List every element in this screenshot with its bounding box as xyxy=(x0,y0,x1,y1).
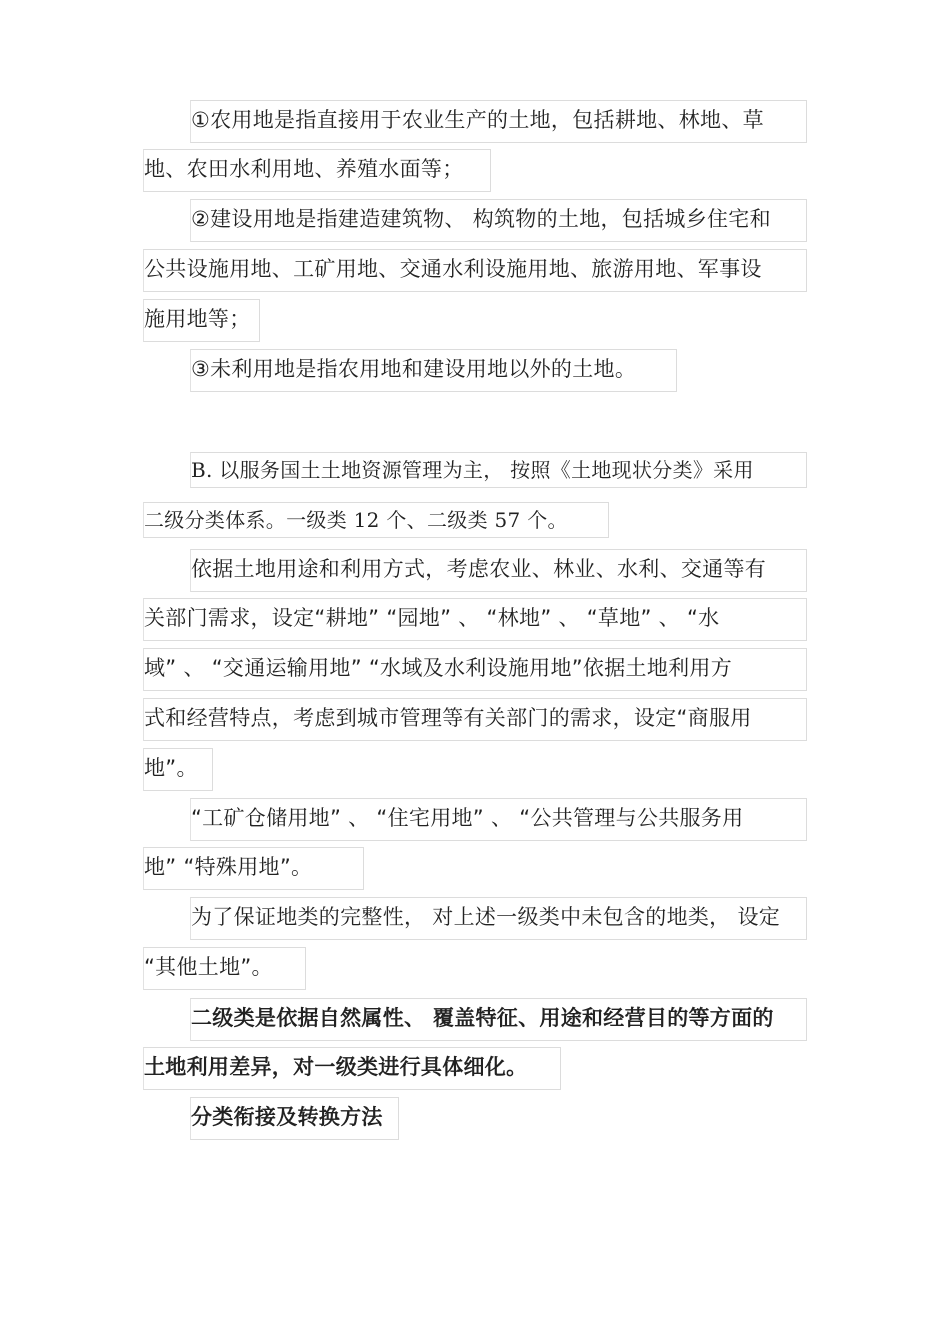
paragraph-line: ①农用地是指直接用于农业生产的土地，包括耕地、林地、草 xyxy=(190,100,807,143)
paragraph-line: 为了保证地类的完整性， 对上述一级类中未包含的地类， 设定 xyxy=(190,897,807,940)
paragraph-line: 二级分类体系。一级类 12 个、二级类 57 个。 xyxy=(143,502,609,538)
paragraph-line: 公共设施用地、工矿用地、交通水利设施用地、旅游用地、军事设 xyxy=(143,249,807,292)
paragraph-line: 地、农田水利用地、养殖水面等； xyxy=(143,149,491,192)
paragraph-line: ②建设用地是指建造建筑物、 构筑物的土地，包括城乡住宅和 xyxy=(190,199,807,242)
paragraph-line: 地”。 xyxy=(143,748,213,791)
paragraph-line: “其他土地”。 xyxy=(143,947,306,990)
paragraph-line: 地” “特殊用地”。 xyxy=(143,847,364,890)
paragraph-line: “工矿仓储用地” 、 “住宅用地” 、 “公共管理与公共服务用 xyxy=(190,798,807,841)
paragraph-line-bold: 土地利用差异，对一级类进行具体细化。 xyxy=(143,1047,561,1090)
paragraph-line: 关部门需求，设定“耕地” “园地” 、 “林地” 、 “草地” 、 “水 xyxy=(143,598,807,641)
section-heading: 分类衔接及转换方法 xyxy=(190,1097,399,1140)
section-b-heading: B. 以服务国土土地资源管理为主， 按照《土地现状分类》采用 xyxy=(190,452,807,488)
paragraph-line: ③未利用地是指农用地和建设用地以外的土地。 xyxy=(190,349,677,392)
paragraph-line: 域” 、 “交通运输用地” “水域及水利设施用地”依据土地利用方 xyxy=(143,648,807,691)
paragraph-line: 式和经营特点，考虑到城市管理等有关部门的需求，设定“商服用 xyxy=(143,698,807,741)
paragraph-line-bold: 二级类是依据自然属性、 覆盖特征、用途和经营目的等方面的 xyxy=(190,998,807,1041)
paragraph-line: 施用地等； xyxy=(143,299,260,342)
paragraph-line: 依据土地用途和利用方式，考虑农业、林业、水利、交通等有 xyxy=(190,549,807,592)
